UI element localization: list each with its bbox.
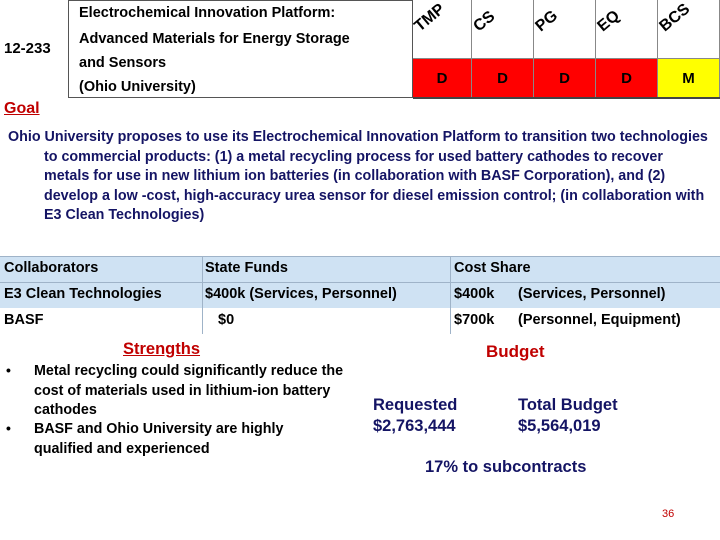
state-funds-value: $0: [218, 312, 235, 328]
total-value: $5,564,019: [518, 417, 601, 435]
table-row: [0, 309, 720, 334]
requested-value: $2,763,444: [373, 417, 456, 435]
table-divider: [202, 256, 203, 334]
title-line-2: Advanced Materials for Energy Storage: [79, 31, 350, 47]
page-number: 36: [662, 508, 675, 520]
header-collaborators: Collaborators: [4, 260, 99, 276]
header-state-funds: State Funds: [205, 260, 288, 276]
title-line-1: Electrochemical Innovation Platform:: [79, 5, 336, 21]
state-funds-value: $400k (Services, Personnel): [205, 286, 397, 302]
grid-divider: [413, 97, 720, 99]
cost-share-detail: (Services, Personnel): [518, 286, 666, 302]
score-cell-tmp: D: [413, 58, 472, 98]
strengths-heading: Strengths: [123, 340, 201, 358]
score-header-eq: EQ: [596, 0, 658, 58]
budget-heading: Budget: [486, 342, 545, 361]
header-cost-share: Cost Share: [454, 260, 531, 276]
table-header-row: [0, 256, 720, 283]
score-cell-pg: D: [534, 58, 596, 98]
strength-item: Metal recycling could significantly reduce the cost of materials used in lithium-ion battery cathodes: [34, 363, 344, 418]
requested-label: Requested: [373, 396, 458, 414]
total-budget: [518, 395, 618, 437]
title-line-4: (Ohio University): [79, 79, 196, 95]
table-divider: [450, 256, 451, 334]
strength-item: BASF and Ohio University are highly qualified and experienced: [34, 421, 284, 457]
score-header-cs: CS: [472, 0, 534, 58]
proposal-number: 12-233: [4, 40, 51, 57]
cost-share-amount: $400k: [454, 286, 495, 302]
table-row: [0, 283, 720, 308]
collaborator-name: E3 Clean Technologies: [4, 286, 162, 302]
score-cell-bcs: M: [658, 58, 720, 98]
bullet-marker: •: [6, 420, 11, 436]
title-line-3: and Sensors: [79, 55, 167, 71]
collaborator-name: BASF: [4, 312, 44, 328]
project-title-box: [68, 0, 413, 98]
cost-share-amount: $700k: [454, 312, 495, 328]
requested-budget: [373, 395, 457, 437]
score-cell-cs: D: [472, 58, 534, 98]
score-header-bcs: BCS: [658, 0, 720, 58]
cost-share-detail: (Personnel, Equipment): [518, 312, 681, 328]
bullet-marker: •: [6, 362, 11, 378]
goal-heading: Goal: [4, 100, 40, 117]
score-header-pg: PG: [534, 0, 596, 58]
score-cell-eq: D: [596, 58, 658, 98]
score-header-tmp: TMP: [413, 0, 472, 58]
total-label: Total Budget: [518, 396, 618, 414]
score-grid: [413, 0, 720, 98]
subcontracts-note: 17% to subcontracts: [425, 458, 587, 476]
goal-text: Ohio University proposes to use its Electrochemical Innovation Platform to transition two technologies to commercial products: (1) a metal recycling process for used battery cathodes to recover metals for use in new lithium ion batteries (in collaboration with BASF Corporation), and (2) develop a low -cost, high-accuracy urea sensor for diesel emission control; (in collaboration with E3 Clean Technologies): [8, 129, 708, 223]
